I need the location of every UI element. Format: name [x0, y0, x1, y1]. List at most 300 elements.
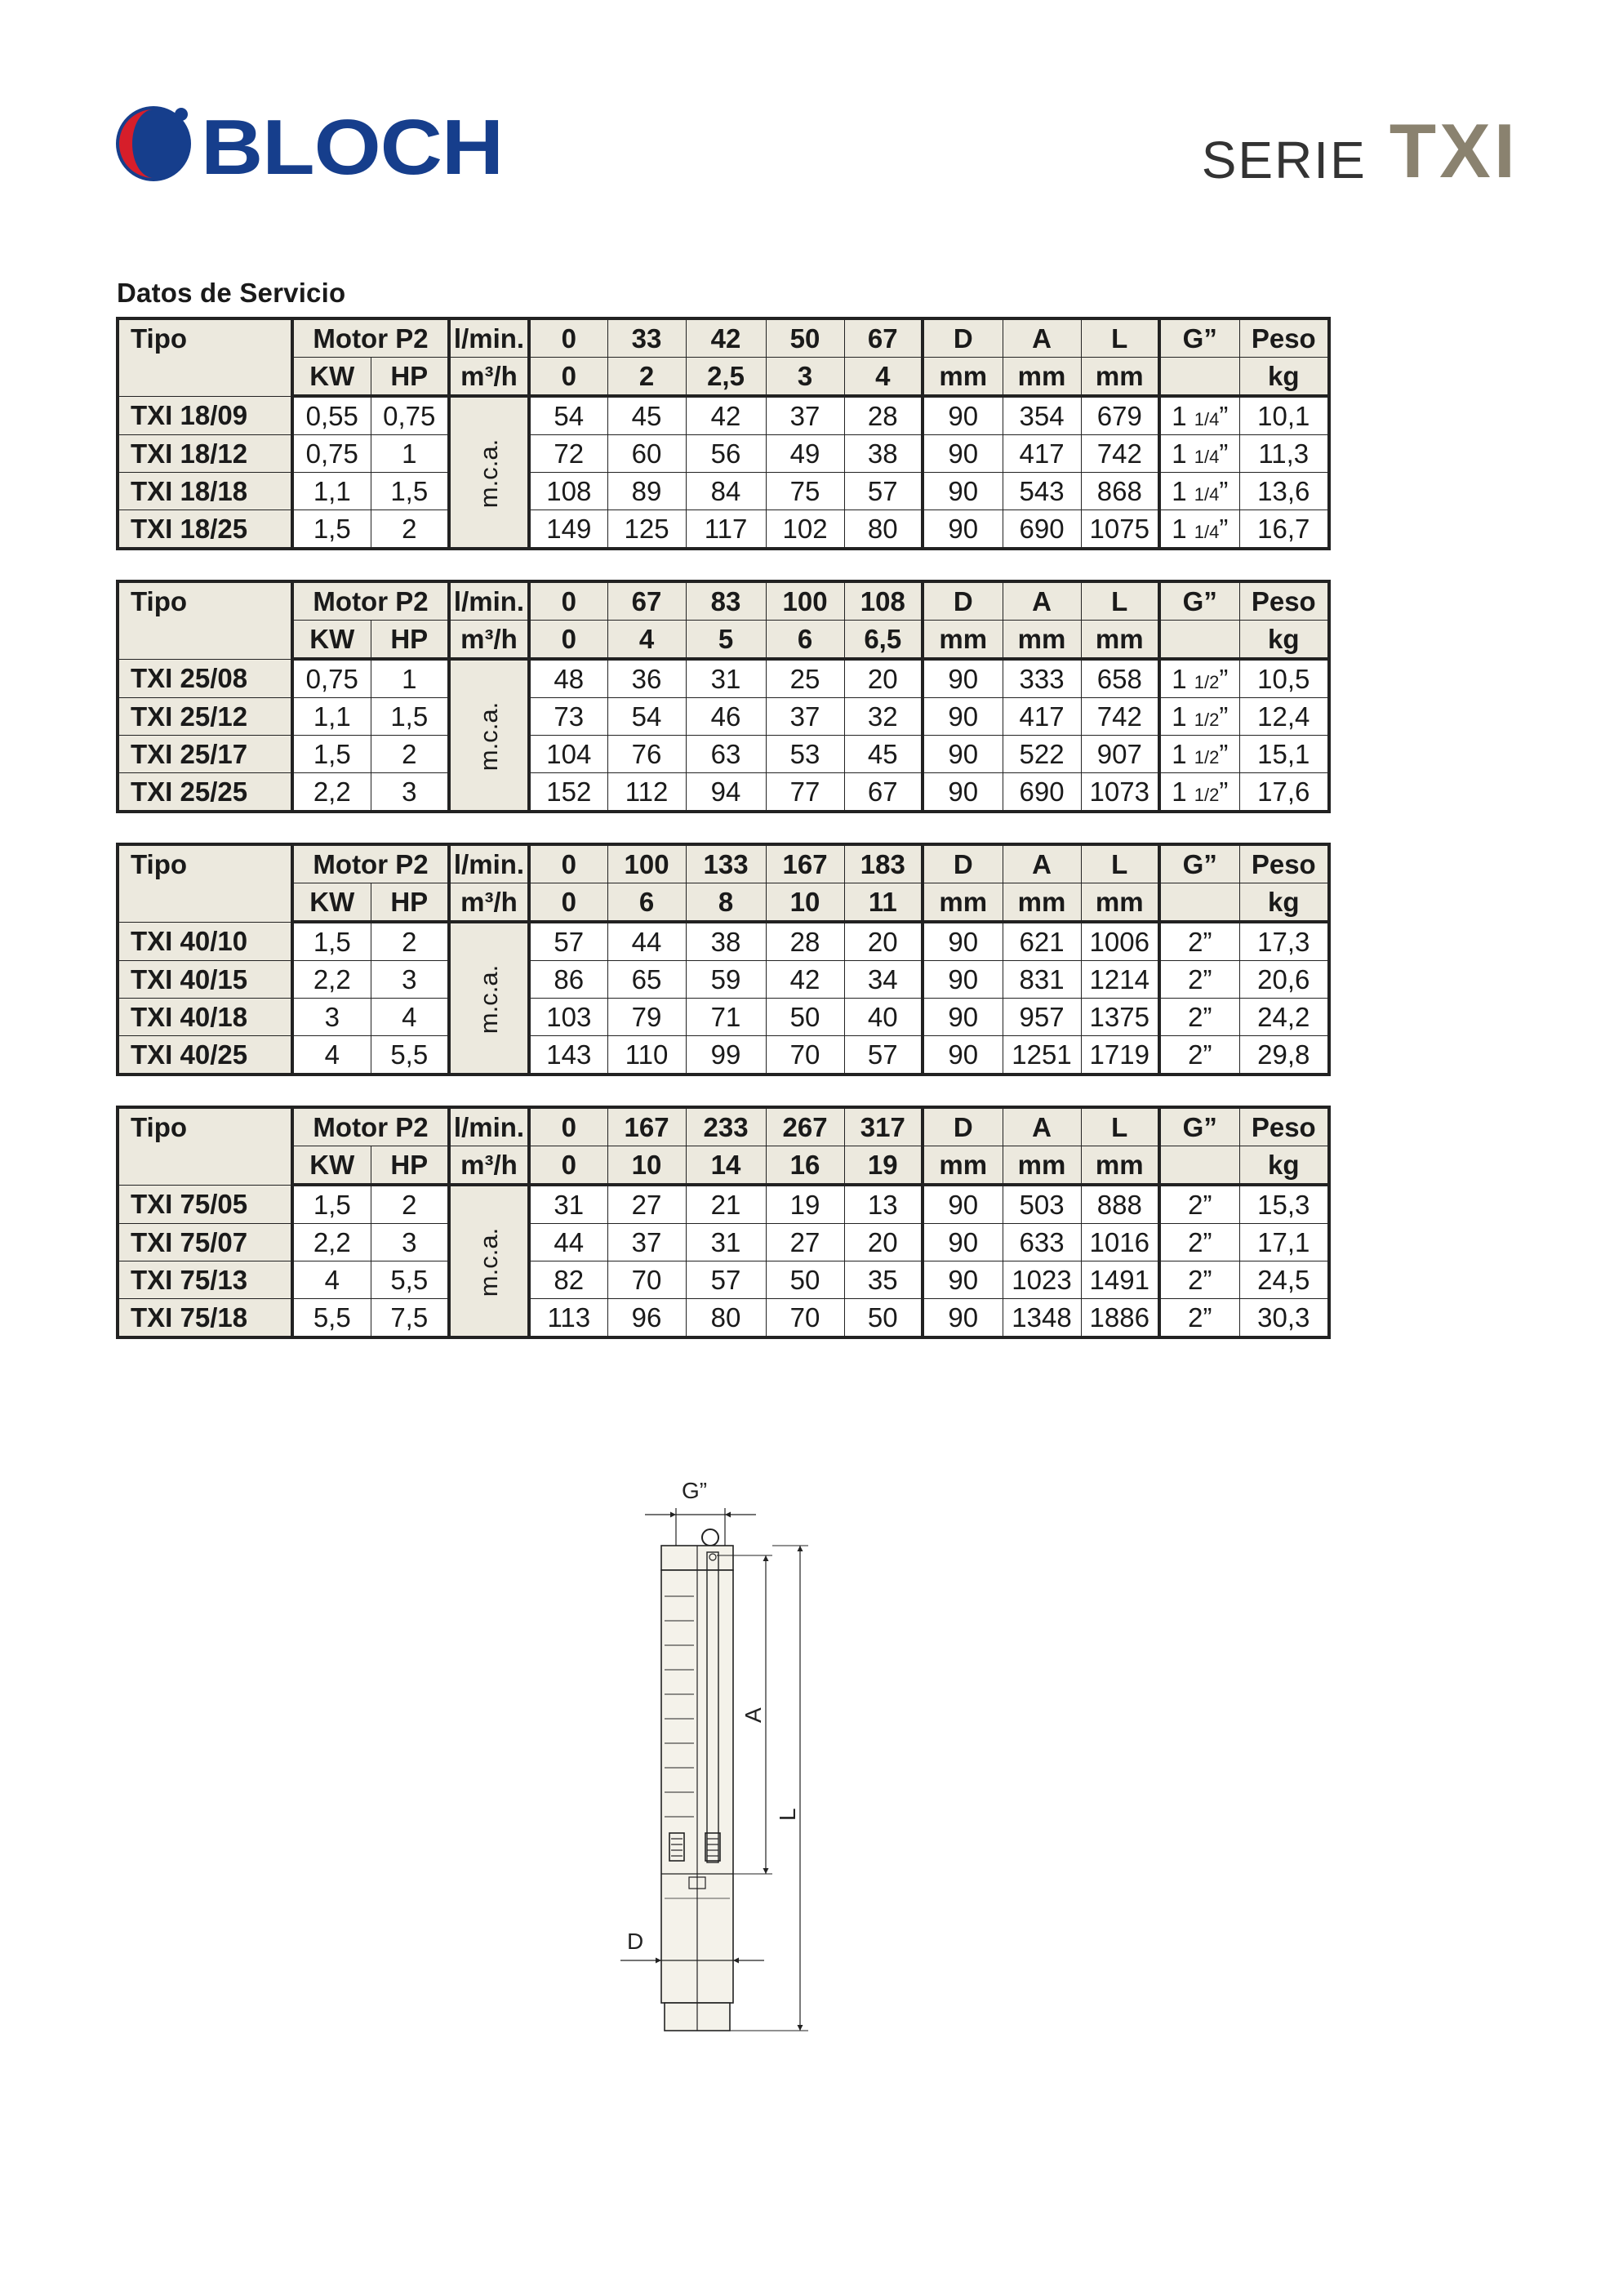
g-inch-mark: ” [1203, 1226, 1212, 1257]
header-flow-m3h: 8 [686, 883, 766, 923]
table-row [118, 1299, 1329, 1338]
header-a: A [1003, 1107, 1081, 1146]
cell-head: 50 [844, 1299, 923, 1338]
header-flow-lmin: 0 [529, 1107, 607, 1146]
cell-head: 80 [686, 1299, 766, 1338]
g-inch-mark: ” [1203, 1189, 1212, 1220]
header-l: L [1081, 581, 1159, 621]
cell-head: 70 [607, 1261, 686, 1299]
cell-kw: 2,2 [292, 961, 371, 999]
cell-head: 44 [607, 922, 686, 961]
cell-head: 96 [607, 1299, 686, 1338]
g-fraction: 1/2 [1194, 784, 1220, 805]
table-row [118, 922, 1329, 961]
cell-head: 49 [766, 435, 844, 473]
cell-a: 503 [1003, 1185, 1081, 1224]
header-flow-m3h: 10 [607, 1146, 686, 1186]
cell-g [1159, 659, 1239, 698]
g-fraction: 1/4 [1194, 446, 1220, 467]
header-m3h: m³/h [449, 621, 529, 660]
cell-g [1159, 435, 1239, 473]
header-flow-m3h: 0 [529, 883, 607, 923]
cell-d: 90 [923, 659, 1003, 698]
cell-tipo: TXI 18/12 [118, 435, 292, 473]
cell-head: 70 [766, 1299, 844, 1338]
cell-a: 1348 [1003, 1299, 1081, 1338]
cell-d: 90 [923, 1261, 1003, 1299]
mca-unit-label: m.c.a. [474, 1227, 504, 1297]
cell-head: 38 [844, 435, 923, 473]
table-row [118, 773, 1329, 812]
cell-head: 50 [766, 1261, 844, 1299]
header-lmin: l/min. [449, 844, 529, 883]
cell-hp: 3 [371, 1224, 449, 1261]
cell-head: 59 [686, 961, 766, 999]
cell-head: 25 [766, 659, 844, 698]
cell-peso: 13,6 [1239, 473, 1329, 510]
header-flow-lmin: 167 [766, 844, 844, 883]
header-flow-m3h: 4 [844, 358, 923, 397]
cell-head: 99 [686, 1036, 766, 1075]
cell-peso: 10,1 [1239, 396, 1329, 435]
cell-tipo: TXI 25/25 [118, 773, 292, 812]
cell-hp: 1 [371, 435, 449, 473]
cell-peso: 24,2 [1239, 999, 1329, 1036]
header-flow-m3h: 10 [766, 883, 844, 923]
table-row [118, 1261, 1329, 1299]
header-flow-m3h: 2,5 [686, 358, 766, 397]
cell-head: 57 [686, 1261, 766, 1299]
header-flow-lmin: 0 [529, 318, 607, 358]
cell-head: 77 [766, 773, 844, 812]
header-unit-kg: kg [1239, 621, 1329, 660]
cell-kw: 1,5 [292, 1185, 371, 1224]
cell-head: 149 [529, 510, 607, 550]
header-a: A [1003, 581, 1081, 621]
header-motor-p2: Motor P2 [292, 318, 449, 358]
g-integer: 2 [1188, 1001, 1203, 1032]
cell-tipo: TXI 40/25 [118, 1036, 292, 1075]
header-g-blank [1159, 883, 1239, 923]
cell-head: 28 [766, 922, 844, 961]
header-flow-m3h: 3 [766, 358, 844, 397]
header-flow-lmin: 83 [686, 581, 766, 621]
g-fraction: 1/2 [1194, 671, 1220, 692]
cell-kw: 4 [292, 1036, 371, 1075]
cell-l: 679 [1081, 396, 1159, 435]
header-flow-lmin: 100 [607, 844, 686, 883]
g-fraction: 1/4 [1194, 408, 1220, 429]
g-inch-mark: ” [1219, 701, 1229, 732]
header-row-flow-lmin [118, 1107, 1329, 1146]
cell-a: 633 [1003, 1224, 1081, 1261]
g-inch-mark: ” [1203, 963, 1212, 994]
cell-a: 1251 [1003, 1036, 1081, 1075]
header-m3h: m³/h [449, 1146, 529, 1186]
g-inch-mark: ” [1203, 926, 1212, 957]
cell-hp: 2 [371, 1185, 449, 1224]
cell-kw: 1,1 [292, 698, 371, 736]
header-flow-lmin: 133 [686, 844, 766, 883]
cell-a: 522 [1003, 736, 1081, 773]
cell-head: 37 [766, 396, 844, 435]
cell-tipo: TXI 25/17 [118, 736, 292, 773]
g-inch-mark: ” [1203, 1039, 1212, 1070]
cell-hp: 3 [371, 961, 449, 999]
cell-g [1159, 999, 1239, 1036]
header-flow-lmin: 233 [686, 1107, 766, 1146]
cell-l: 1491 [1081, 1261, 1159, 1299]
g-fraction: 1/2 [1194, 746, 1220, 768]
cell-tipo: TXI 75/18 [118, 1299, 292, 1338]
cell-a: 417 [1003, 698, 1081, 736]
header-flow-lmin: 50 [766, 318, 844, 358]
cell-d: 90 [923, 1185, 1003, 1224]
cell-l: 1886 [1081, 1299, 1159, 1338]
cell-tipo: TXI 40/18 [118, 999, 292, 1036]
g-fraction: 1/2 [1194, 709, 1220, 730]
header-d: D [923, 844, 1003, 883]
header-unit-mm: mm [1003, 621, 1081, 660]
table-row [118, 961, 1329, 999]
cell-d: 90 [923, 396, 1003, 435]
cell-head: 89 [607, 473, 686, 510]
g-integer: 1 [1172, 663, 1187, 694]
cell-peso: 29,8 [1239, 1036, 1329, 1075]
cell-head: 67 [844, 773, 923, 812]
cell-hp: 1,5 [371, 698, 449, 736]
header-flow-lmin: 67 [607, 581, 686, 621]
cell-g [1159, 773, 1239, 812]
header-unit-mm: mm [1003, 1146, 1081, 1186]
cell-mca-unit [449, 396, 529, 549]
cell-head: 110 [607, 1036, 686, 1075]
table-row [118, 396, 1329, 435]
cell-l: 1375 [1081, 999, 1159, 1036]
cell-head: 50 [766, 999, 844, 1036]
header-flow-m3h: 4 [607, 621, 686, 660]
cell-hp: 4 [371, 999, 449, 1036]
header-kw: KW [292, 621, 371, 660]
cell-head: 40 [844, 999, 923, 1036]
pump-dimension-diagram [604, 1474, 849, 2078]
cell-l: 742 [1081, 698, 1159, 736]
cell-tipo: TXI 18/18 [118, 473, 292, 510]
header-m3h: m³/h [449, 883, 529, 923]
cell-head: 34 [844, 961, 923, 999]
header-motor-p2: Motor P2 [292, 581, 449, 621]
header-motor-p2: Motor P2 [292, 844, 449, 883]
cell-g [1159, 961, 1239, 999]
g-integer: 1 [1172, 438, 1187, 469]
cell-d: 90 [923, 435, 1003, 473]
header-row-flow-lmin [118, 318, 1329, 358]
cell-head: 108 [529, 473, 607, 510]
cell-head: 19 [766, 1185, 844, 1224]
cell-a: 543 [1003, 473, 1081, 510]
cell-head: 82 [529, 1261, 607, 1299]
cell-tipo: TXI 25/12 [118, 698, 292, 736]
header-g-blank [1159, 621, 1239, 660]
cell-tipo: TXI 75/13 [118, 1261, 292, 1299]
header-flow-m3h: 6,5 [844, 621, 923, 660]
header-tipo: Tipo [118, 844, 292, 922]
cell-head: 28 [844, 396, 923, 435]
header-lmin: l/min. [449, 1107, 529, 1146]
cell-kw: 2,2 [292, 1224, 371, 1261]
cell-head: 54 [529, 396, 607, 435]
cell-g [1159, 1036, 1239, 1075]
diagram-label-l: L [775, 1808, 800, 1821]
cell-d: 90 [923, 773, 1003, 812]
spec-table-4 [116, 1106, 1331, 1339]
g-inch-mark: ” [1203, 1264, 1212, 1295]
cell-head: 57 [844, 1036, 923, 1075]
cell-head: 13 [844, 1185, 923, 1224]
header-unit-kg: kg [1239, 883, 1329, 923]
cell-tipo: TXI 40/15 [118, 961, 292, 999]
header-row-flow-m3h [118, 621, 1329, 660]
header-row-flow-lmin [118, 844, 1329, 883]
header-tipo: Tipo [118, 1107, 292, 1185]
cell-tipo: TXI 25/08 [118, 659, 292, 698]
cell-head: 46 [686, 698, 766, 736]
cell-head: 57 [844, 473, 923, 510]
series-title [1201, 108, 1519, 194]
mca-unit-label: m.c.a. [474, 701, 504, 771]
cell-head: 38 [686, 922, 766, 961]
header-peso: Peso [1239, 581, 1329, 621]
header-d: D [923, 318, 1003, 358]
header-flow-m3h: 5 [686, 621, 766, 660]
cell-peso: 20,6 [1239, 961, 1329, 999]
cell-head: 20 [844, 1224, 923, 1261]
header-tipo: Tipo [118, 318, 292, 396]
header-peso: Peso [1239, 318, 1329, 358]
cell-peso: 11,3 [1239, 435, 1329, 473]
cell-peso: 10,5 [1239, 659, 1329, 698]
cell-head: 31 [529, 1185, 607, 1224]
header-flow-lmin: 67 [844, 318, 923, 358]
cell-head: 32 [844, 698, 923, 736]
header-unit-mm: mm [1081, 358, 1159, 397]
cell-l: 907 [1081, 736, 1159, 773]
cell-l: 1006 [1081, 922, 1159, 961]
diagram-label-d: D [627, 1929, 644, 1954]
g-integer: 1 [1172, 475, 1187, 506]
cell-l: 1016 [1081, 1224, 1159, 1261]
cell-d: 90 [923, 698, 1003, 736]
header-flow-m3h: 6 [607, 883, 686, 923]
cell-head: 53 [766, 736, 844, 773]
cell-head: 21 [686, 1185, 766, 1224]
cell-a: 354 [1003, 396, 1081, 435]
cell-head: 104 [529, 736, 607, 773]
g-integer: 1 [1172, 701, 1187, 732]
cell-l: 742 [1081, 435, 1159, 473]
cell-head: 42 [766, 961, 844, 999]
cell-head: 102 [766, 510, 844, 550]
g-inch-mark: ” [1219, 776, 1229, 807]
header-flow-lmin: 317 [844, 1107, 923, 1146]
cell-hp: 2 [371, 510, 449, 550]
cell-tipo: TXI 75/05 [118, 1185, 292, 1224]
cell-a: 957 [1003, 999, 1081, 1036]
cell-head: 48 [529, 659, 607, 698]
cell-head: 42 [686, 396, 766, 435]
cell-peso: 30,3 [1239, 1299, 1329, 1338]
cell-a: 621 [1003, 922, 1081, 961]
header-peso: Peso [1239, 1107, 1329, 1146]
header-peso: Peso [1239, 844, 1329, 883]
g-integer: 1 [1172, 400, 1187, 431]
cell-head: 45 [844, 736, 923, 773]
header-flow-m3h: 14 [686, 1146, 766, 1186]
cell-hp: 1 [371, 659, 449, 698]
header-motor-p2: Motor P2 [292, 1107, 449, 1146]
mca-unit-label: m.c.a. [474, 438, 504, 508]
section-title: Datos de Servicio [117, 278, 346, 308]
cell-kw: 0,55 [292, 396, 371, 435]
header-flow-m3h: 11 [844, 883, 923, 923]
cell-head: 37 [607, 1224, 686, 1261]
header-row-flow-m3h [118, 883, 1329, 923]
cell-head: 76 [607, 736, 686, 773]
g-integer: 2 [1188, 1226, 1203, 1257]
cell-l: 1214 [1081, 961, 1159, 999]
header-l: L [1081, 1107, 1159, 1146]
cell-tipo: TXI 18/09 [118, 396, 292, 435]
cell-d: 90 [923, 1299, 1003, 1338]
header-flow-lmin: 167 [607, 1107, 686, 1146]
header-tipo: Tipo [118, 581, 292, 659]
cell-tipo: TXI 40/10 [118, 922, 292, 961]
g-integer: 1 [1172, 776, 1187, 807]
header-flow-lmin: 108 [844, 581, 923, 621]
header-kw: KW [292, 1146, 371, 1186]
table-row [118, 999, 1329, 1036]
cell-a: 690 [1003, 510, 1081, 550]
g-fraction: 1/4 [1194, 483, 1220, 505]
header-unit-mm: mm [1003, 883, 1081, 923]
header-flow-lmin: 0 [529, 581, 607, 621]
header-l: L [1081, 844, 1159, 883]
cell-a: 690 [1003, 773, 1081, 812]
cell-hp: 7,5 [371, 1299, 449, 1338]
cell-g [1159, 1261, 1239, 1299]
cell-peso: 17,3 [1239, 922, 1329, 961]
cell-hp: 5,5 [371, 1261, 449, 1299]
header-lmin: l/min. [449, 318, 529, 358]
g-integer: 1 [1172, 738, 1187, 769]
header-d: D [923, 581, 1003, 621]
header-g-blank [1159, 1146, 1239, 1186]
cell-head: 72 [529, 435, 607, 473]
cell-head: 152 [529, 773, 607, 812]
cell-kw: 1,1 [292, 473, 371, 510]
cell-kw: 4 [292, 1261, 371, 1299]
cell-tipo: TXI 18/25 [118, 510, 292, 550]
cell-a: 417 [1003, 435, 1081, 473]
header-hp: HP [371, 883, 449, 923]
header-g: G” [1159, 581, 1239, 621]
cell-peso: 16,7 [1239, 510, 1329, 550]
cell-head: 56 [686, 435, 766, 473]
header-g: G” [1159, 318, 1239, 358]
cell-head: 84 [686, 473, 766, 510]
cell-hp: 5,5 [371, 1036, 449, 1075]
header-unit-mm: mm [923, 358, 1003, 397]
cell-l: 1075 [1081, 510, 1159, 550]
header-flow-lmin: 267 [766, 1107, 844, 1146]
cell-kw: 2,2 [292, 773, 371, 812]
cell-g [1159, 1185, 1239, 1224]
cell-head: 75 [766, 473, 844, 510]
cell-hp: 1,5 [371, 473, 449, 510]
cell-d: 90 [923, 736, 1003, 773]
cell-head: 94 [686, 773, 766, 812]
header-unit-mm: mm [923, 621, 1003, 660]
cell-d: 90 [923, 510, 1003, 550]
header-g: G” [1159, 844, 1239, 883]
header-a: A [1003, 318, 1081, 358]
cell-g [1159, 1224, 1239, 1261]
cell-head: 20 [844, 922, 923, 961]
cell-peso: 17,1 [1239, 1224, 1329, 1261]
cell-d: 90 [923, 1036, 1003, 1075]
series-name: TXI [1389, 108, 1519, 194]
header-row-flow-m3h [118, 358, 1329, 397]
cell-d: 90 [923, 922, 1003, 961]
cell-head: 31 [686, 659, 766, 698]
logo-wordmark: BLOCH [201, 104, 503, 185]
header-l: L [1081, 318, 1159, 358]
cell-g [1159, 473, 1239, 510]
table-row [118, 1224, 1329, 1261]
cell-head: 80 [844, 510, 923, 550]
cell-head: 63 [686, 736, 766, 773]
cell-l: 888 [1081, 1185, 1159, 1224]
cell-head: 70 [766, 1036, 844, 1075]
spec-table-1 [116, 317, 1331, 550]
cell-head: 117 [686, 510, 766, 550]
header-flow-m3h: 0 [529, 1146, 607, 1186]
header-unit-mm: mm [1081, 621, 1159, 660]
cell-head: 54 [607, 698, 686, 736]
header-hp: HP [371, 621, 449, 660]
cell-kw: 0,75 [292, 435, 371, 473]
diagram-label-a: A [740, 1707, 766, 1723]
table-row [118, 510, 1329, 550]
cell-head: 125 [607, 510, 686, 550]
header-kw: KW [292, 358, 371, 397]
header-flow-m3h: 6 [766, 621, 844, 660]
cell-kw: 0,75 [292, 659, 371, 698]
header-flow-lmin: 183 [844, 844, 923, 883]
header-kw: KW [292, 883, 371, 923]
header-flow-m3h: 2 [607, 358, 686, 397]
spec-table-2 [116, 580, 1331, 813]
header-flow-m3h: 0 [529, 358, 607, 397]
table-row [118, 435, 1329, 473]
cell-head: 79 [607, 999, 686, 1036]
cell-d: 90 [923, 961, 1003, 999]
cell-peso: 12,4 [1239, 698, 1329, 736]
cell-g [1159, 922, 1239, 961]
header-g: G” [1159, 1107, 1239, 1146]
cell-head: 86 [529, 961, 607, 999]
cell-head: 112 [607, 773, 686, 812]
